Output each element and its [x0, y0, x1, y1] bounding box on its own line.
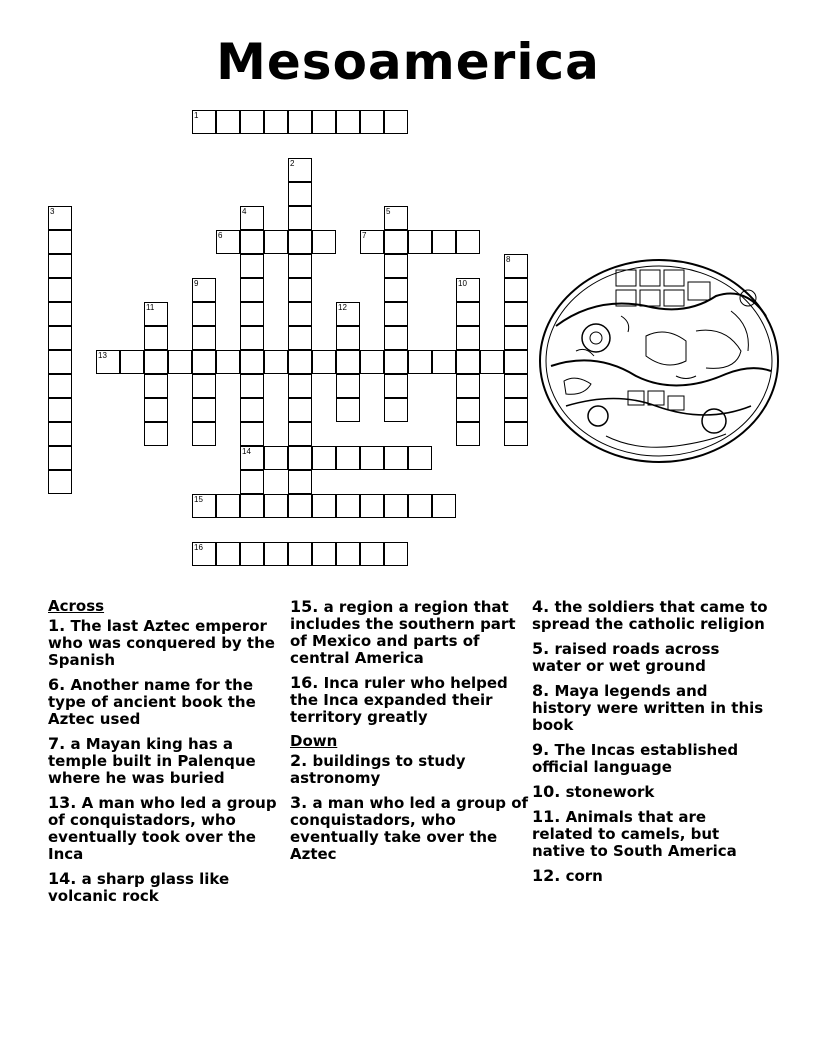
- grid-cell[interactable]: [360, 446, 384, 470]
- grid-cell[interactable]: [384, 254, 408, 278]
- grid-cell[interactable]: [192, 494, 216, 518]
- grid-cell[interactable]: [48, 422, 72, 446]
- grid-cell[interactable]: [48, 326, 72, 350]
- grid-cell[interactable]: [288, 254, 312, 278]
- grid-cell[interactable]: [144, 398, 168, 422]
- grid-cell[interactable]: [360, 494, 384, 518]
- grid-cell[interactable]: [48, 470, 72, 494]
- grid-cell[interactable]: [48, 398, 72, 422]
- grid-cell[interactable]: [288, 470, 312, 494]
- grid-cell[interactable]: [48, 302, 72, 326]
- down-heading: Down: [290, 732, 338, 750]
- clue-across-7: 7. a Mayan king has a temple built in Palenque where he was buried: [48, 734, 256, 787]
- grid-cell[interactable]: [216, 494, 240, 518]
- grid-cell[interactable]: [288, 110, 312, 134]
- grid-cell[interactable]: [408, 230, 432, 254]
- grid-cell[interactable]: [336, 350, 360, 374]
- grid-cell[interactable]: [408, 446, 432, 470]
- grid-cell[interactable]: [264, 542, 288, 566]
- grid-cell[interactable]: [192, 350, 216, 374]
- grid-cell[interactable]: [288, 446, 312, 470]
- grid-cell[interactable]: [408, 494, 432, 518]
- grid-cell[interactable]: [48, 278, 72, 302]
- grid-cell[interactable]: [240, 278, 264, 302]
- grid-cell[interactable]: [192, 278, 216, 302]
- grid-cell[interactable]: [240, 326, 264, 350]
- grid-cell[interactable]: [240, 230, 264, 254]
- grid-cell[interactable]: [456, 374, 480, 398]
- clue-number: 3: [50, 207, 55, 216]
- grid-cell[interactable]: [240, 302, 264, 326]
- clue-down-5: 5. raised roads across water or wet ground: [532, 639, 720, 675]
- grid-cell[interactable]: [336, 302, 360, 326]
- grid-cell[interactable]: [288, 158, 312, 182]
- clue-down-10: 10. stonework: [532, 782, 655, 801]
- clue-across-16: 16. Inca ruler who helped the Inca expanded their territory greatly: [290, 673, 508, 726]
- grid-cell[interactable]: [216, 110, 240, 134]
- grid-cell[interactable]: [504, 422, 528, 446]
- clue-number: 9: [194, 279, 199, 288]
- clue-number: 4: [242, 207, 247, 216]
- grid-cell[interactable]: [144, 422, 168, 446]
- clue-number: 10: [458, 279, 467, 288]
- grid-cell[interactable]: [288, 278, 312, 302]
- grid-cell[interactable]: [264, 446, 288, 470]
- grid-cell[interactable]: [48, 446, 72, 470]
- grid-cell[interactable]: [384, 302, 408, 326]
- grid-cell[interactable]: [240, 422, 264, 446]
- grid-cell[interactable]: [432, 230, 456, 254]
- grid-cell[interactable]: [216, 230, 240, 254]
- grid-cell[interactable]: [504, 254, 528, 278]
- grid-cell[interactable]: [384, 278, 408, 302]
- grid-cell[interactable]: [288, 422, 312, 446]
- grid-cell[interactable]: [288, 542, 312, 566]
- grid-cell[interactable]: [288, 350, 312, 374]
- grid-cell[interactable]: [336, 326, 360, 350]
- grid-cell[interactable]: [48, 374, 72, 398]
- grid-cell[interactable]: [264, 110, 288, 134]
- clue-number: 8: [506, 255, 511, 264]
- grid-cell[interactable]: [192, 374, 216, 398]
- grid-cell[interactable]: [336, 398, 360, 422]
- grid-cell[interactable]: [360, 230, 384, 254]
- grid-cell[interactable]: [504, 326, 528, 350]
- clue-number: 13: [98, 351, 107, 360]
- grid-cell[interactable]: [264, 494, 288, 518]
- grid-cell[interactable]: [144, 302, 168, 326]
- clue-number: 2: [290, 159, 295, 168]
- clue-across-1: 1. The last Aztec emperor who was conquered by the Spanish: [48, 616, 275, 669]
- clue-down-3: 3. a man who led a group of conquistadors, who eventually take over the Aztec: [290, 793, 529, 863]
- grid-cell[interactable]: [48, 350, 72, 374]
- grid-cell[interactable]: [504, 350, 528, 374]
- grid-cell[interactable]: [384, 374, 408, 398]
- grid-cell[interactable]: [288, 494, 312, 518]
- grid-cell[interactable]: [336, 542, 360, 566]
- grid-cell[interactable]: [288, 182, 312, 206]
- grid-cell[interactable]: [384, 110, 408, 134]
- grid-cell[interactable]: [288, 230, 312, 254]
- clue-number: 14: [242, 447, 251, 456]
- grid-cell[interactable]: [456, 422, 480, 446]
- grid-cell[interactable]: [504, 302, 528, 326]
- grid-cell[interactable]: [384, 494, 408, 518]
- grid-cell[interactable]: [312, 542, 336, 566]
- clues-column-2: [290, 598, 530, 870]
- clue-number: 12: [338, 303, 347, 312]
- grid-cell[interactable]: [504, 398, 528, 422]
- clue-number: 15: [194, 495, 203, 504]
- clue-across-13: 13. A man who led a group of conquistadors, who eventually took over the Inca: [48, 793, 277, 863]
- grid-cell[interactable]: [456, 230, 480, 254]
- grid-cell[interactable]: [144, 326, 168, 350]
- grid-cell[interactable]: [240, 374, 264, 398]
- grid-cell[interactable]: [288, 302, 312, 326]
- grid-cell[interactable]: [192, 110, 216, 134]
- grid-cell[interactable]: [432, 494, 456, 518]
- grid-cell[interactable]: [288, 326, 312, 350]
- grid-cell[interactable]: [240, 350, 264, 374]
- grid-cell[interactable]: [480, 350, 504, 374]
- grid-cell[interactable]: [48, 230, 72, 254]
- maya-carved-disc-image: [536, 256, 782, 466]
- clue-number: 16: [194, 543, 203, 552]
- grid-cell[interactable]: [240, 542, 264, 566]
- grid-cell[interactable]: [360, 542, 384, 566]
- clue-number: 7: [362, 231, 367, 240]
- grid-cell[interactable]: [240, 110, 264, 134]
- grid-cell[interactable]: [432, 350, 456, 374]
- grid-cell[interactable]: [360, 110, 384, 134]
- grid-cell[interactable]: [192, 326, 216, 350]
- grid-cell[interactable]: [312, 494, 336, 518]
- grid-cell[interactable]: [120, 350, 144, 374]
- grid-cell[interactable]: [384, 326, 408, 350]
- grid-cell[interactable]: [384, 446, 408, 470]
- grid-cell[interactable]: [456, 398, 480, 422]
- grid-cell[interactable]: [336, 110, 360, 134]
- grid-cell[interactable]: [384, 398, 408, 422]
- grid-cell[interactable]: [48, 206, 72, 230]
- grid-cell[interactable]: [312, 350, 336, 374]
- grid-cell[interactable]: [216, 542, 240, 566]
- grid-cell[interactable]: [384, 206, 408, 230]
- grid-cell[interactable]: [96, 350, 120, 374]
- grid-cell[interactable]: [384, 542, 408, 566]
- grid-cell[interactable]: [456, 278, 480, 302]
- page-title: Mesoamerica: [216, 33, 600, 91]
- grid-cell[interactable]: [192, 422, 216, 446]
- grid-cell[interactable]: [192, 542, 216, 566]
- clue-across-14: 14. a sharp glass like volcanic rock: [48, 869, 230, 905]
- grid-cell[interactable]: [336, 446, 360, 470]
- clue-down-4: 4. the soldiers that came to spread the catholic religion: [532, 597, 768, 633]
- grid-cell[interactable]: [240, 398, 264, 422]
- grid-cell[interactable]: [504, 278, 528, 302]
- grid-cell[interactable]: [144, 374, 168, 398]
- clue-down-2: 2. buildings to study astronomy: [290, 751, 466, 787]
- clue-down-8: 8. Maya legends and history were written in this book: [532, 681, 764, 734]
- grid-cell[interactable]: [192, 398, 216, 422]
- grid-cell[interactable]: [288, 374, 312, 398]
- grid-cell[interactable]: [240, 470, 264, 494]
- grid-cell[interactable]: [408, 350, 432, 374]
- grid-cell[interactable]: [312, 446, 336, 470]
- grid-cell[interactable]: [312, 230, 336, 254]
- grid-cell[interactable]: [456, 326, 480, 350]
- grid-cell[interactable]: [240, 254, 264, 278]
- grid-cell[interactable]: [312, 110, 336, 134]
- grid-cell[interactable]: [336, 374, 360, 398]
- clues-column-3: [532, 598, 772, 892]
- grid-cell[interactable]: [216, 350, 240, 374]
- grid-cell[interactable]: [240, 446, 264, 470]
- grid-cell[interactable]: [144, 350, 168, 374]
- clue-number: 1: [194, 111, 199, 120]
- grid-cell[interactable]: [240, 494, 264, 518]
- grid-cell[interactable]: [240, 206, 264, 230]
- clue-down-11: 11. Animals that are related to camels, but native to South America: [532, 807, 737, 860]
- grid-cell[interactable]: [504, 374, 528, 398]
- grid-cell[interactable]: [384, 230, 408, 254]
- clue-down-12: 12. corn: [532, 866, 603, 885]
- grid-cell[interactable]: [288, 398, 312, 422]
- clue-number: 5: [386, 207, 391, 216]
- grid-cell[interactable]: [48, 254, 72, 278]
- grid-cell[interactable]: [456, 350, 480, 374]
- clue-number: 6: [218, 231, 223, 240]
- grid-cell[interactable]: [192, 302, 216, 326]
- clues-column-1: [48, 598, 288, 912]
- grid-cell[interactable]: [288, 206, 312, 230]
- grid-cell[interactable]: [456, 302, 480, 326]
- clue-number: 11: [146, 303, 155, 312]
- clue-across-6: 6. Another name for the type of ancient book the Aztec used: [48, 675, 256, 728]
- across-heading: Across: [48, 597, 105, 615]
- grid-cell[interactable]: [168, 350, 192, 374]
- grid-cell[interactable]: [336, 494, 360, 518]
- grid-cell[interactable]: [264, 230, 288, 254]
- grid-cell[interactable]: [360, 350, 384, 374]
- grid-cell[interactable]: [264, 350, 288, 374]
- grid-cell[interactable]: [384, 350, 408, 374]
- clue-across-15: 15. a region a region that includes the southern part of Mexico and parts of central America: [290, 597, 516, 667]
- clue-down-9: 9. The Incas established official language: [532, 740, 739, 776]
